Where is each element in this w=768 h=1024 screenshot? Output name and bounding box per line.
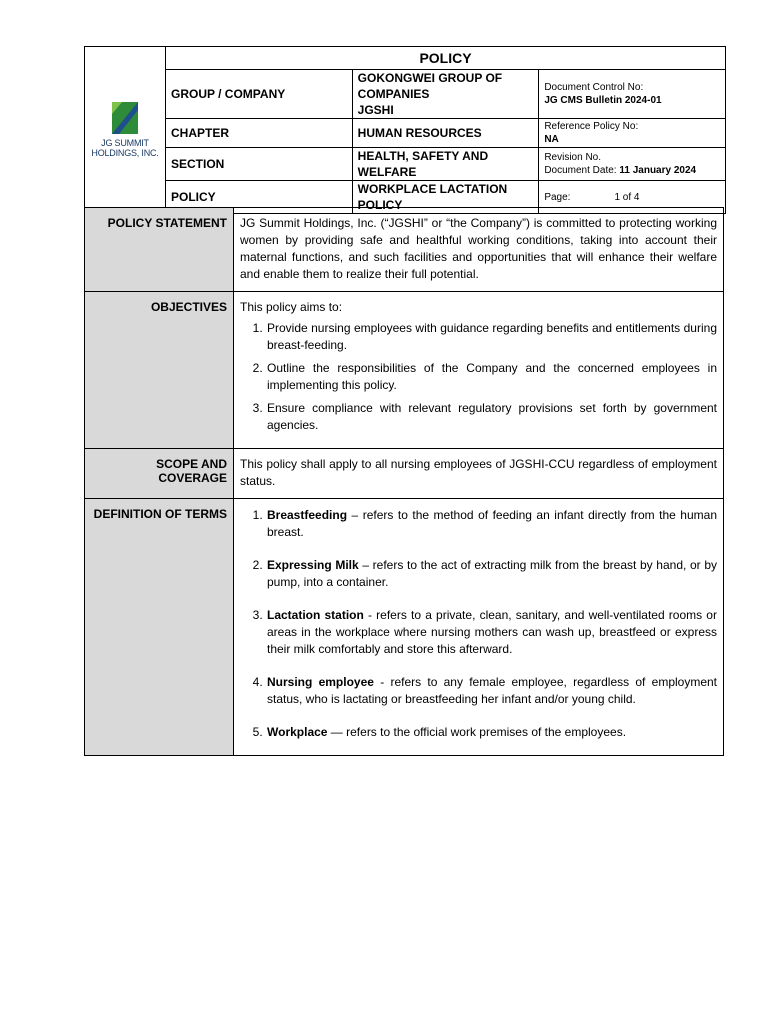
definition-text: - refers to any female employee, regardless of employment status, who is lactating or breastfeeding her infant and/or young child. [267, 675, 718, 706]
list-item [266, 507, 717, 541]
page-number: 1 of 4 [614, 191, 640, 203]
company-logo [85, 102, 165, 158]
definition-text: — refers to the official work premises of the employees. [327, 725, 627, 739]
list-item [266, 607, 717, 658]
reference-policy-label: Reference Policy No: [544, 121, 639, 132]
list-item [266, 557, 717, 591]
section-label: SECTION [166, 148, 353, 181]
definitions-content [234, 499, 724, 756]
list-item: 1. Provide nursing employees with guidance regarding benefits and entitlements during breast-feeding. [266, 320, 717, 354]
definition-term: Expressing Milk [267, 558, 359, 572]
revision-cell [539, 148, 726, 181]
objectives-row [85, 292, 724, 449]
logo-cell [85, 47, 166, 214]
scope-heading: SCOPE AND COVERAGE [85, 449, 234, 499]
document-control-value: JG CMS Bulletin 2024-01 [544, 95, 662, 106]
policy-statement-row [85, 208, 724, 292]
definition-term: Lactation station [267, 608, 364, 622]
group-company-value-line2: JGSHI [357, 103, 394, 117]
logo-line2: HOLDINGS, INC. [91, 148, 159, 158]
group-company-label: GROUP / COMPANY [166, 70, 353, 119]
group-company-value-line1: GOKONGWEI GROUP OF COMPANIES [357, 71, 503, 101]
definition-term: Nursing employee [267, 675, 374, 689]
section-value: HEALTH, SAFETY AND WELFARE [352, 148, 539, 181]
objectives-content [234, 292, 724, 449]
revision-label: Revision No. [544, 152, 602, 163]
document-date-label: Document Date: [544, 165, 617, 176]
objectives-list [240, 320, 717, 434]
document-control-cell [539, 70, 726, 119]
list-item: 2. Outline the responsibilities of the Company and the concerned employees in implementing this policy. [266, 360, 717, 394]
document-control-label: Document Control No: [544, 82, 644, 93]
definitions-heading: DEFINITION OF TERMS [85, 499, 234, 756]
definitions-list [240, 507, 717, 741]
definition-text: – refers to the method of feeding an infant directly from the human breast. [267, 508, 717, 539]
scope-row [85, 449, 724, 499]
chapter-value: HUMAN RESOURCES [352, 119, 539, 148]
definition-text: – refers to the act of extracting milk from the breast by hand, or by pump, into a container. [267, 558, 717, 589]
objectives-heading: OBJECTIVES [85, 292, 234, 449]
page-label: Page: [544, 191, 571, 203]
definition-term: Workplace [267, 725, 328, 739]
policy-header-table [84, 46, 726, 214]
reference-policy-value: NA [544, 134, 559, 145]
policy-value: WORKPLACE LACTATION POLICY [352, 181, 539, 214]
definitions-row [85, 499, 724, 756]
list-item [266, 724, 717, 741]
scope-text: This policy shall apply to all nursing employees of JGSHI-CCU regardless of employment status. [234, 449, 724, 499]
policy-label: POLICY [166, 181, 353, 214]
header-title: POLICY [166, 47, 726, 70]
policy-statement-text: JG Summit Holdings, Inc. (“JGSHI” or “the Company”) is committed to protecting working women by providing safe and healthful working conditions, taking into account their maternal functions, and such facilities and opportunities that will enhance their welfare and enable them to realize their full potential. [234, 208, 724, 292]
chapter-label: CHAPTER [166, 119, 353, 148]
document-date-value: 11 January 2024 [619, 165, 697, 176]
definition-term: Breastfeeding [267, 508, 348, 522]
objectives-intro: This policy aims to: [240, 300, 343, 314]
definition-text: - refers to a private, clean, sanitary, and well-ventilated rooms or areas in the workplace where nursing mothers can wash up, breastfeed or express their milk comfortably and store this afterward. [267, 608, 717, 656]
policy-body-table [84, 207, 724, 756]
group-company-value [352, 70, 539, 119]
policy-statement-heading: POLICY STATEMENT [85, 208, 234, 292]
reference-policy-cell [539, 119, 726, 148]
list-item: 3. Ensure compliance with relevant regulatory provisions set forth by government agencies. [266, 400, 717, 434]
jg-summit-logo-icon [112, 102, 138, 134]
list-item [266, 674, 717, 708]
logo-line1: JG SUMMIT [101, 138, 149, 148]
